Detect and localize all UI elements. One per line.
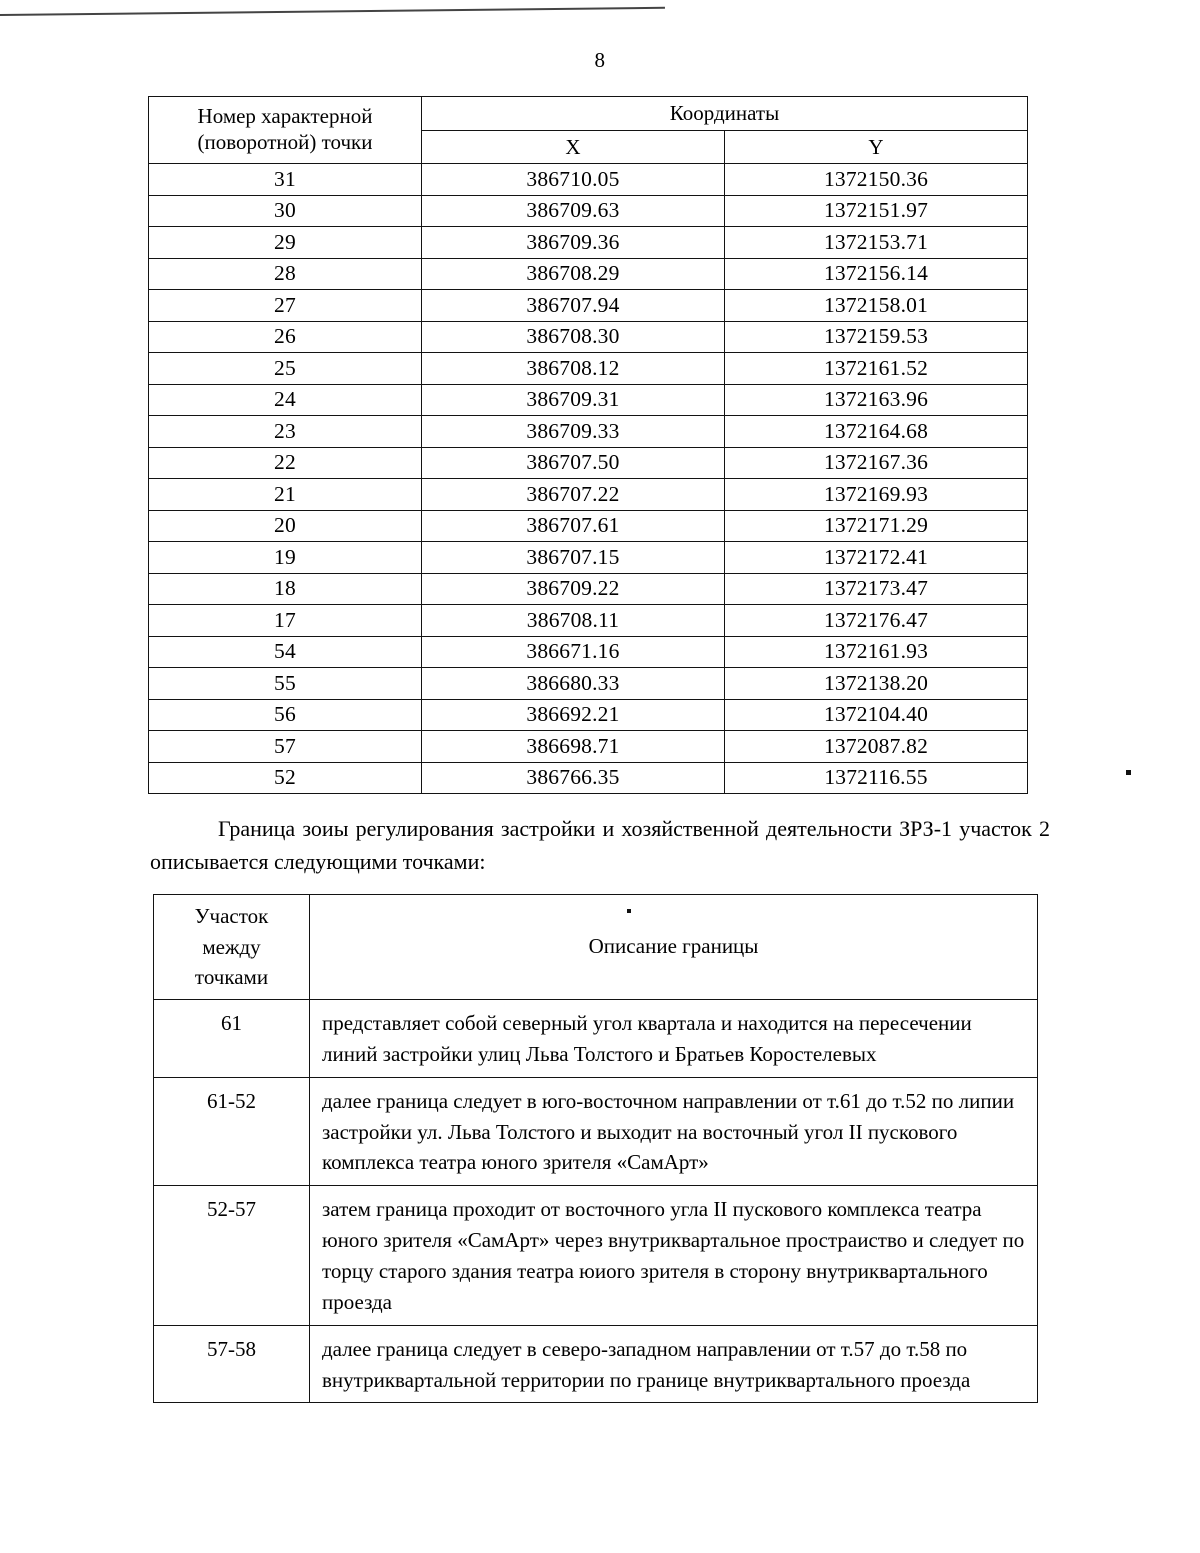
point-header-line2: (поворотной) точки — [197, 129, 373, 154]
cell-boundary-description — [310, 999, 1038, 1077]
cell-coordinate-y: 1372163.96 — [725, 384, 1028, 416]
table-row — [149, 762, 1028, 794]
table-header-row — [154, 895, 1038, 1000]
table-row — [149, 416, 1028, 448]
table-row — [149, 384, 1028, 416]
cell-coordinate-x: 386708.29 — [422, 258, 725, 290]
cell-coordinate-x: 386708.12 — [422, 353, 725, 385]
cell-boundary-description — [310, 1077, 1038, 1186]
table-row — [149, 510, 1028, 542]
intro-paragraph: Граница зоиы регулирования застройки и хозяйственной деятельности ЗРЗ-1 участок 2 описывается следующими точками: — [150, 816, 1050, 874]
description-paragraph: далее граница следует в юго-восточном направлении от т.61 до т.52 по липии застройки ул. Льва Толстого и выходит на восточный угол II пускового комплекса театра юного зрителя «СамАрт» — [322, 1088, 1015, 1175]
cell-coordinate-x: 386766.35 — [422, 762, 725, 794]
description-paragraph: далее граница следует в северо-западном направлении от т.57 до т.58 по внутриквартальной территории по границе внутриквартального проезда — [322, 1336, 971, 1392]
column-header-point — [149, 97, 422, 164]
table-row — [149, 699, 1028, 731]
cell-point-number: 20 — [149, 510, 422, 542]
table-row — [149, 479, 1028, 511]
table-row — [149, 636, 1028, 668]
boundary-description-table — [153, 894, 1038, 1403]
cell-coordinate-y: 1372153.71 — [725, 227, 1028, 259]
cell-point-number: 54 — [149, 636, 422, 668]
cell-coordinate-y: 1372104.40 — [725, 699, 1028, 731]
cell-coordinate-y: 1372172.41 — [725, 542, 1028, 574]
cell-boundary-description — [310, 1186, 1038, 1325]
cell-point-number: 56 — [149, 699, 422, 731]
cell-point-number: 57 — [149, 731, 422, 763]
cell-coordinate-y: 1372161.52 — [725, 353, 1028, 385]
cell-segment-points: 61-52 — [154, 1077, 310, 1186]
table-row — [154, 1325, 1038, 1403]
cell-point-number: 29 — [149, 227, 422, 259]
cell-coordinate-y: 1372164.68 — [725, 416, 1028, 448]
cell-coordinate-y: 1372171.29 — [725, 510, 1028, 542]
cell-coordinate-y: 1372138.20 — [725, 668, 1028, 700]
table-row — [149, 668, 1028, 700]
table-row — [149, 605, 1028, 637]
cell-boundary-description — [310, 1325, 1038, 1403]
cell-coordinate-y: 1372158.01 — [725, 290, 1028, 322]
cell-point-number: 31 — [149, 164, 422, 196]
cell-coordinate-x: 386680.33 — [422, 668, 725, 700]
cell-point-number: 30 — [149, 195, 422, 227]
cell-point-number: 22 — [149, 447, 422, 479]
coordinates-table — [148, 96, 1028, 794]
cell-coordinate-y: 1372116.55 — [725, 762, 1028, 794]
description-paragraph: представляет собой северный угол квартала и находится на пересечении линий застройки улиц Льва Толстого и Братьев Коростелевых — [322, 1010, 972, 1066]
cell-point-number: 27 — [149, 290, 422, 322]
cell-coordinate-x: 386707.15 — [422, 542, 725, 574]
coordinates-table-head — [149, 97, 1028, 164]
coordinates-table-body — [149, 164, 1028, 794]
table-row — [154, 999, 1038, 1077]
table-row — [149, 542, 1028, 574]
cell-coordinate-x: 386709.36 — [422, 227, 725, 259]
cell-coordinate-y: 1372150.36 — [725, 164, 1028, 196]
cell-coordinate-x: 386708.11 — [422, 605, 725, 637]
cell-point-number: 24 — [149, 384, 422, 416]
table-row — [149, 321, 1028, 353]
cell-point-number: 26 — [149, 321, 422, 353]
scan-artifact-line — [0, 7, 665, 16]
cell-point-number: 28 — [149, 258, 422, 290]
table-row — [149, 164, 1028, 196]
segment-header-line3: точками — [194, 965, 269, 990]
cell-coordinate-y: 1372167.36 — [725, 447, 1028, 479]
column-header-segment — [154, 895, 310, 1000]
cell-coordinate-y: 1372087.82 — [725, 731, 1028, 763]
cell-coordinate-x: 386707.50 — [422, 447, 725, 479]
scan-speck-right — [1126, 770, 1131, 775]
segment-header-line2: между — [202, 934, 261, 959]
cell-point-number: 17 — [149, 605, 422, 637]
cell-coordinate-y: 1372169.93 — [725, 479, 1028, 511]
column-header-coordinates: Координаты — [422, 97, 1028, 131]
table-row — [149, 731, 1028, 763]
cell-point-number: 25 — [149, 353, 422, 385]
cell-point-number: 23 — [149, 416, 422, 448]
table-row — [149, 447, 1028, 479]
table-row — [149, 195, 1028, 227]
cell-coordinate-x: 386707.61 — [422, 510, 725, 542]
cell-coordinate-x: 386709.33 — [422, 416, 725, 448]
cell-coordinate-y: 1372159.53 — [725, 321, 1028, 353]
cell-point-number: 21 — [149, 479, 422, 511]
cell-point-number: 55 — [149, 668, 422, 700]
description-table-body — [154, 999, 1038, 1402]
table-row — [149, 290, 1028, 322]
cell-coordinate-x: 386709.31 — [422, 384, 725, 416]
segment-header-line1: Участок — [194, 904, 269, 928]
cell-coordinate-y: 1372173.47 — [725, 573, 1028, 605]
cell-segment-points: 57-58 — [154, 1325, 310, 1403]
cell-coordinate-x: 386671.16 — [422, 636, 725, 668]
column-header-x: X — [422, 131, 725, 164]
column-header-y: Y — [725, 131, 1028, 164]
cell-point-number: 18 — [149, 573, 422, 605]
table-row — [149, 227, 1028, 259]
table-row — [154, 1186, 1038, 1325]
description-paragraph: затем граница проходит от восточного угла II пускового комплекса театра юного зрителя «СамАрт» через внутриквартальное простраиство и следует по торцу старого здания театра юиого зрителя в сторону внутриквартального проезда — [322, 1197, 1025, 1314]
cell-coordinate-x: 386710.05 — [422, 164, 725, 196]
cell-coordinate-x: 386707.94 — [422, 290, 725, 322]
table-row — [149, 353, 1028, 385]
cell-segment-points: 61 — [154, 999, 310, 1077]
cell-coordinate-y: 1372156.14 — [725, 258, 1028, 290]
cell-coordinate-x: 386692.21 — [422, 699, 725, 731]
cell-coordinate-x: 386709.22 — [422, 573, 725, 605]
table-row — [149, 573, 1028, 605]
cell-segment-points: 52-57 — [154, 1186, 310, 1325]
cell-coordinate-x: 386708.30 — [422, 321, 725, 353]
cell-coordinate-y: 1372176.47 — [725, 605, 1028, 637]
description-table-head — [154, 895, 1038, 1000]
cell-coordinate-y: 1372161.93 — [725, 636, 1028, 668]
page-number: 8 — [594, 48, 606, 72]
cell-coordinate-x: 386698.71 — [422, 731, 725, 763]
table-row — [149, 258, 1028, 290]
cell-coordinate-y: 1372151.97 — [725, 195, 1028, 227]
cell-coordinate-x: 386707.22 — [422, 479, 725, 511]
cell-point-number: 19 — [149, 542, 422, 574]
cell-coordinate-x: 386709.63 — [422, 195, 725, 227]
cell-point-number: 52 — [149, 762, 422, 794]
column-header-description: Описание границы — [310, 895, 1038, 1000]
table-header-row — [149, 97, 1028, 131]
point-header-line1: Номер характерной — [197, 103, 373, 128]
table-row — [154, 1077, 1038, 1186]
